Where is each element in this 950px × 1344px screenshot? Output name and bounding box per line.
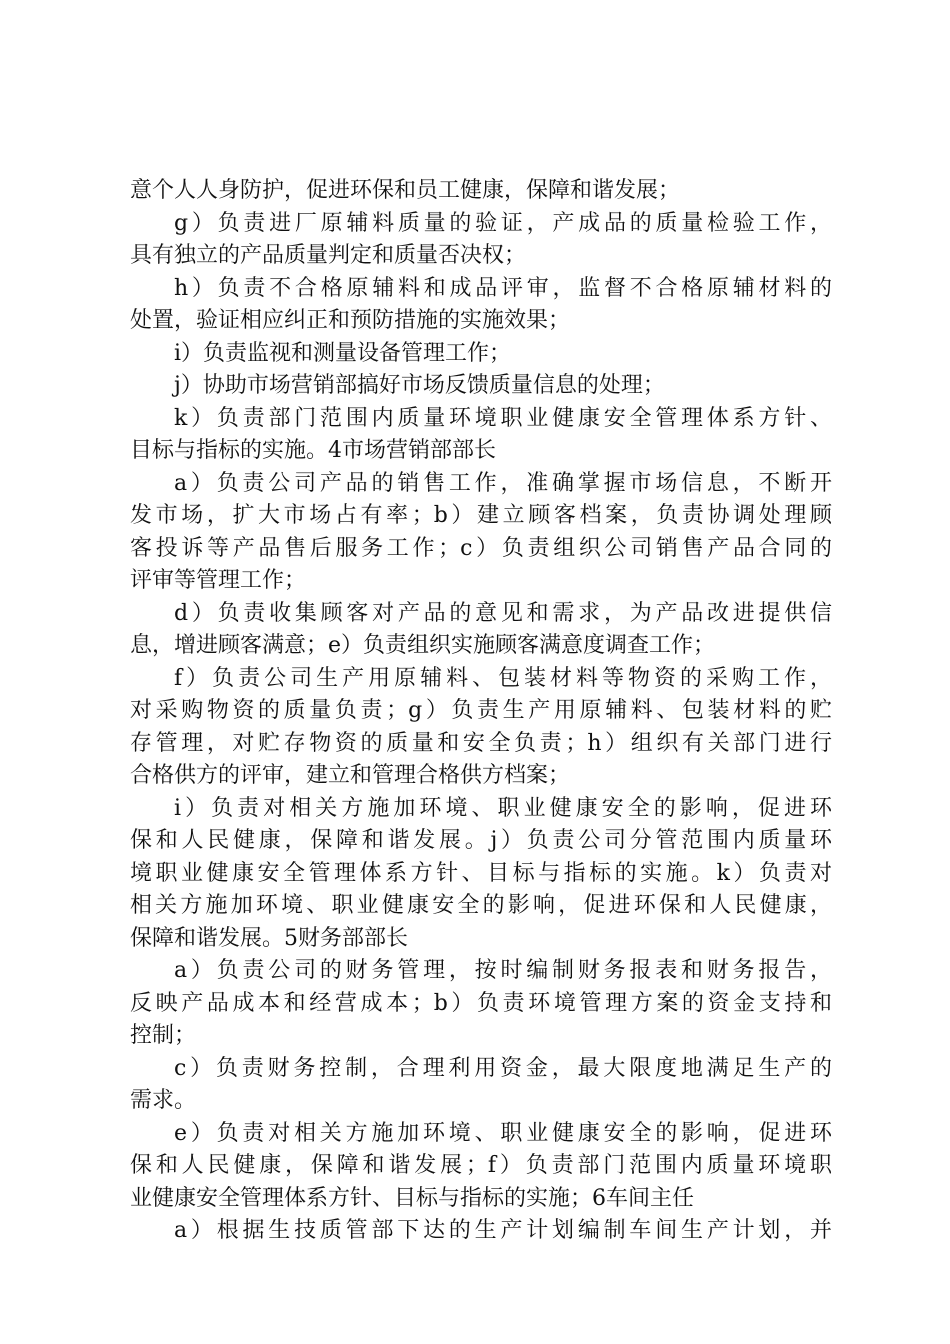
document-body	[130, 175, 832, 1248]
text-line: i）负责对相关方施加环境、职业健康安全的影响，促进环	[174, 795, 832, 821]
text-line: 目标与指标的实施。4市场营销部部长	[130, 438, 496, 463]
text-line: i）负责监视和测量设备管理工作；	[174, 340, 512, 366]
text-line: 业健康安全管理体系方针、目标与指标的实施；6车间主任	[130, 1185, 694, 1211]
text-line: e）负责对相关方施加环境、职业健康安全的影响，促进环	[174, 1120, 832, 1146]
text-line: c）负责财务控制，合理利用资金，最大限度地满足生产的	[174, 1055, 832, 1081]
text-line: 处置，验证相应纠正和预防措施的实施效果；	[130, 308, 571, 333]
text-line: 保和人民健康，保障和谐发展。j）负责公司分管范围内质量环	[130, 828, 832, 853]
text-line: 境职业健康安全管理体系方针、目标与指标的实施。k）负责对	[130, 860, 832, 886]
text-line: g）负责进厂原辅料质量的验证，产成品的质量检验工作，	[174, 210, 832, 236]
text-line: 评审等管理工作；	[130, 568, 307, 593]
text-line: 控制；	[130, 1023, 197, 1048]
text-line: 反映产品成本和经营成本；b）负责环境管理方案的资金支持和	[130, 990, 832, 1016]
text-line: j）协助市场营销部搞好市场反馈质量信息的处理；	[174, 373, 665, 398]
text-line: 保和人民健康，保障和谐发展；f）负责部门范围内质量环境职	[130, 1153, 832, 1178]
text-line: k）负责部门范围内质量环境职业健康安全管理体系方针、	[174, 405, 832, 431]
text-line: d）负责收集顾客对产品的意见和需求，为产品改进提供信	[174, 600, 832, 626]
text-line: h）负责不合格原辅料和成品评审，监督不合格原辅材料的	[174, 275, 832, 301]
text-line: 相关方施加环境、职业健康安全的影响，促进环保和人民健康，	[130, 893, 832, 918]
text-line: a）负责公司的财务管理，按时编制财务报表和财务报告，	[174, 958, 832, 983]
text-line: 合格供方的评审，建立和管理合格供方档案；	[130, 763, 571, 788]
text-line: 息，增进顾客满意；e）负责组织实施顾客满意度调查工作；	[130, 633, 716, 658]
text-line: a）根据生技质管部下达的生产计划编制车间生产计划，并	[174, 1218, 832, 1243]
text-line: 对采购物资的质量负责；g）负责生产用原辅料、包装材料的贮	[130, 698, 832, 723]
text-line: f）负责公司生产用原辅料、包装材料等物资的采购工作，	[174, 665, 832, 691]
text-line: 具有独立的产品质量判定和质量否决权；	[130, 243, 527, 268]
text-line: 客投诉等产品售后服务工作；c）负责组织公司销售产品合同的	[130, 535, 832, 561]
text-line: 意个人人身防护，促进环保和员工健康，保障和谐发展；	[130, 178, 681, 203]
text-line: 保障和谐发展。5财务部部长	[130, 925, 408, 951]
text-line: 发市场，扩大市场占有率；b）建立顾客档案，负责协调处理顾	[130, 503, 832, 528]
text-line: a）负责公司产品的销售工作，准确掌握市场信息，不断开	[174, 470, 832, 496]
text-line: 需求。	[130, 1088, 197, 1113]
text-line: 存管理，对贮存物资的质量和安全负责；h）组织有关部门进行	[130, 730, 832, 756]
